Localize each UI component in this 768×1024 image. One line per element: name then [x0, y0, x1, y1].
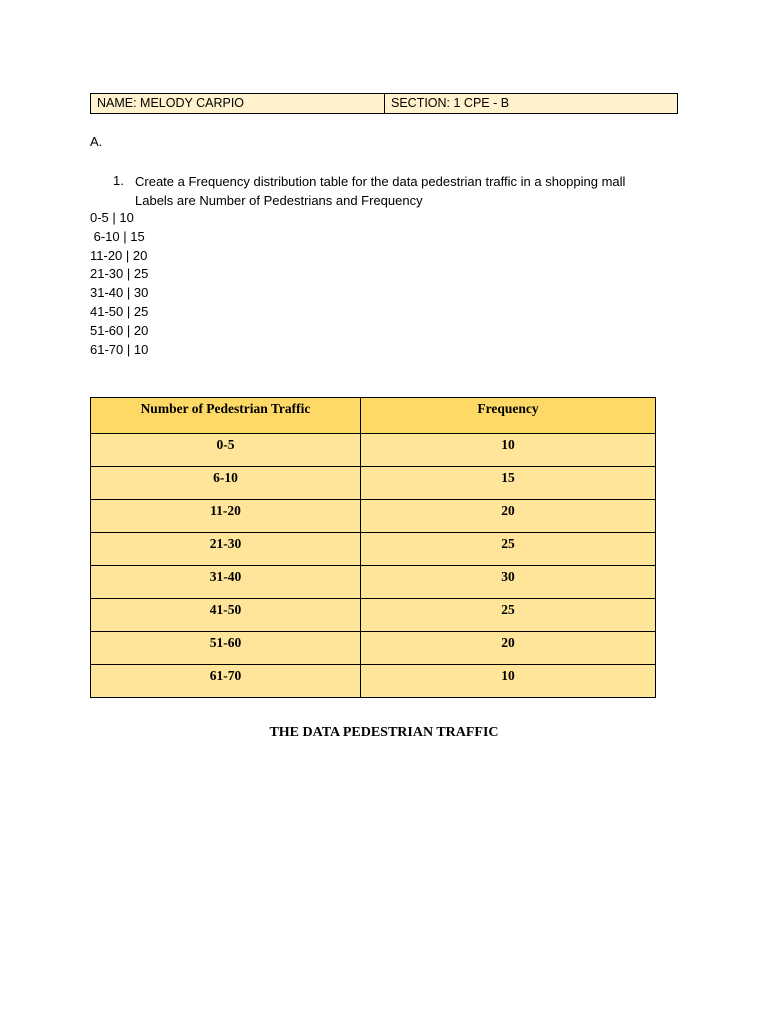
student-section: SECTION: 1 CPE - B — [391, 96, 510, 110]
table-cell: 11-20 — [91, 500, 361, 533]
table-cell: 30 — [361, 566, 656, 599]
table-cell: 51-60 — [91, 632, 361, 665]
table-header-row — [91, 398, 656, 434]
raw-data-line: 51-60 | 20 — [90, 322, 149, 338]
raw-data-line: 31-40 | 30 — [90, 285, 149, 301]
raw-data-line: 21-30 | 25 — [90, 266, 149, 282]
raw-data-line: 61-70 | 10 — [90, 341, 149, 357]
table-cell: 0-5 — [91, 434, 361, 467]
column-header-pedestrian-traffic: Number of Pedestrian Traffic — [91, 398, 361, 434]
table-row — [91, 566, 656, 599]
table-cell: 15 — [361, 467, 656, 500]
table-cell: 6-10 — [91, 467, 361, 500]
table-row — [91, 434, 656, 467]
raw-data-line: 6-10 | 15 — [90, 228, 145, 244]
table-cell: 41-50 — [91, 599, 361, 632]
table-cell: 20 — [361, 500, 656, 533]
table-cell: 25 — [361, 599, 656, 632]
table-cell: 31-40 — [91, 566, 361, 599]
table-row — [91, 467, 656, 500]
table-cell: 25 — [361, 533, 656, 566]
raw-data-line: 11-20 | 20 — [90, 247, 148, 263]
raw-data-list — [90, 209, 148, 359]
section-letter: A. — [90, 134, 103, 149]
column-header-frequency: Frequency — [361, 398, 656, 434]
table-cell: 20 — [361, 632, 656, 665]
table-row — [91, 533, 656, 566]
question-text — [135, 173, 695, 210]
question-number: 1. — [113, 173, 124, 188]
raw-data-line: 0-5 | 10 — [90, 210, 134, 225]
table-cell: 21-30 — [91, 533, 361, 566]
student-info-table — [90, 93, 678, 114]
table-cell: 10 — [361, 665, 656, 698]
question-line-2: Labels are Number of Pedestrians and Frequency — [135, 192, 423, 208]
frequency-table — [90, 397, 656, 698]
table-row — [91, 500, 656, 533]
table-row — [91, 599, 656, 632]
student-name: NAME: MELODY CARPIO — [91, 94, 385, 113]
table-row — [91, 632, 656, 665]
raw-data-line: 41-50 | 25 — [90, 303, 149, 319]
question-line-1: Create a Frequency distribution table for the data pedestrian traffic in a shopping mall — [135, 174, 626, 189]
table-row — [91, 665, 656, 698]
table-cell: 61-70 — [91, 665, 361, 698]
table-cell: 10 — [361, 434, 656, 467]
table-caption: THE DATA PEDESTRIAN TRAFFIC — [269, 725, 499, 740]
